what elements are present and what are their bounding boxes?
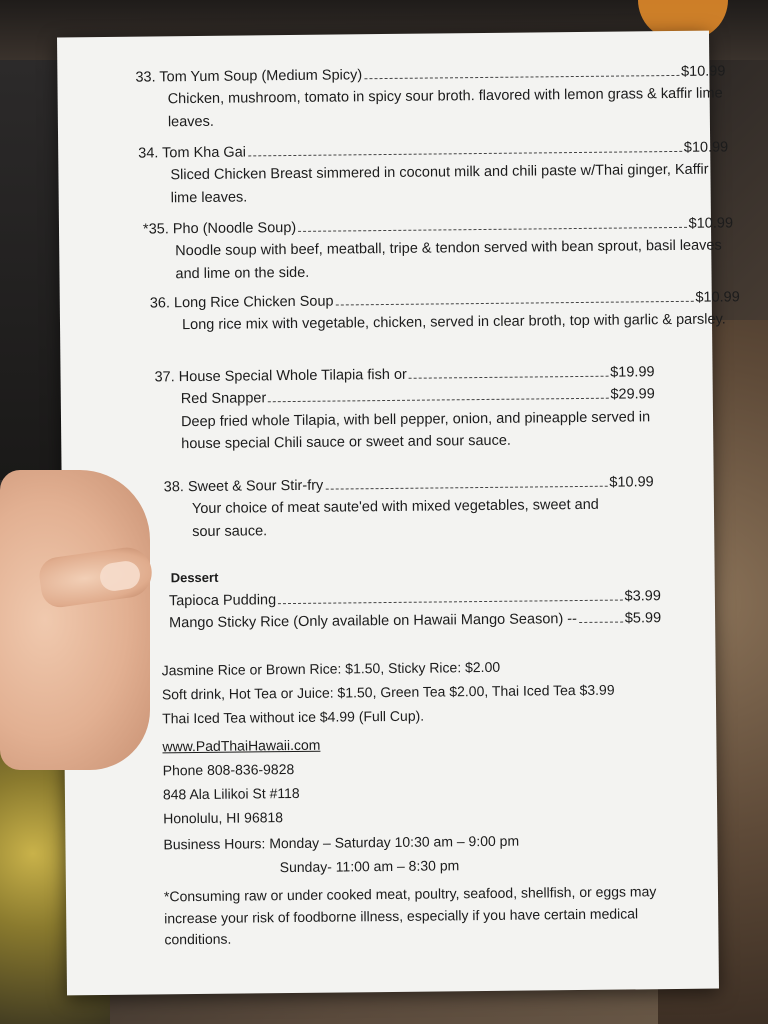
dot-leader <box>364 75 679 79</box>
item-price: $10.99 <box>609 474 654 491</box>
address-line: 848 Ala Lilikoi St #118 <box>162 784 300 803</box>
item-description: Long rice mix with vegetable, chicken, served in clear broth, top with garlic & parsley. <box>181 311 726 334</box>
item-price: $10.99 <box>683 139 729 156</box>
dessert-heading: Dessert <box>170 569 219 586</box>
dessert-item <box>169 585 661 635</box>
item-description: Noodle soup with beef, meatball, tripe & tendon served with bean sprout, basil leaves and lime on the side. <box>175 237 722 283</box>
item-title: 36. Long Rice Chicken Soup <box>149 293 334 312</box>
item-price: $10.99 <box>688 215 734 232</box>
item-title: Mango Sticky Rice (Only available on Hawaii Mango Season) -- <box>169 611 578 632</box>
business-hours: Business Hours: Monday – Saturday 10:30 am – 9:00 pm <box>163 832 520 853</box>
menu-item <box>154 361 655 456</box>
dot-leader <box>278 600 622 605</box>
hand <box>0 470 150 770</box>
menu-item <box>150 286 740 337</box>
menu-item <box>135 60 726 134</box>
extras-line: Soft drink, Hot Tea or Juice: $1.50, Green Tea $2.00, Thai Iced Tea $3.99 <box>161 681 615 703</box>
dot-leader <box>268 398 608 403</box>
item-price-alt: $29.99 <box>610 386 655 404</box>
menu-item <box>143 212 734 286</box>
item-title: 38. Sweet & Sour Stir-fry <box>163 477 324 496</box>
dot-leader <box>325 486 607 490</box>
website-link[interactable]: www.PadThaiHawaii.com <box>162 736 321 755</box>
dot-leader <box>248 151 682 157</box>
item-price: $19.99 <box>610 364 655 381</box>
item-title: 34. Tom Kha Gai <box>138 144 247 162</box>
item-description: Deep fried whole Tilapia, with bell pepper, onion, and pineapple served in house special Chili sauce or sweet and sour sauce. <box>180 409 651 453</box>
dot-leader <box>298 227 686 232</box>
address-line: Honolulu, HI 96818 <box>163 809 284 827</box>
business-hours-sunday: Sunday- 11:00 am – 8:30 pm <box>279 857 460 876</box>
item-title: *35. Pho (Noodle Soup) <box>142 219 297 238</box>
item-price: $10.99 <box>680 63 726 80</box>
item-title-alt: Red Snapper <box>180 390 267 408</box>
item-description: Chicken, mushroom, tomato in spicy sour broth. flavored with lemon grass & kaffir lime leaves. <box>167 85 723 131</box>
menu-item <box>138 136 729 210</box>
item-title: 33. Tom Yum Soup (Medium Spicy) <box>135 67 363 86</box>
item-price: $5.99 <box>624 610 662 627</box>
item-title: 37. House Special Whole Tilapia fish or <box>154 366 407 386</box>
food-safety-warning: *Consuming raw or under cooked meat, poultry, seafood, shellfish, or eggs may increase your risk of foodborne illness, especially if you have certain medical conditions. <box>163 883 657 948</box>
menu-item <box>164 471 655 544</box>
item-description: Sliced Chicken Breast simmered in coconut milk and chili paste w/Thai ginger, Kaffir lime leaves. <box>170 162 709 207</box>
extras-line: Thai Iced Tea without ice $4.99 (Full Cup). <box>162 707 425 727</box>
dot-leader <box>579 622 623 623</box>
item-price: $10.99 <box>695 289 740 306</box>
item-description: Your choice of meat saute'ed with mixed vegetables, sweet and sour sauce. <box>191 497 599 540</box>
dot-leader <box>409 376 608 379</box>
menu-paper <box>57 31 740 996</box>
phone-number: Phone 808-836-9828 <box>162 760 295 779</box>
item-title: Tapioca Pudding <box>168 592 277 610</box>
dot-leader <box>336 301 694 306</box>
item-price: $3.99 <box>624 588 661 605</box>
extras-line: Jasmine Rice or Brown Rice: $1.50, Sticky Rice: $2.00 <box>161 658 501 679</box>
